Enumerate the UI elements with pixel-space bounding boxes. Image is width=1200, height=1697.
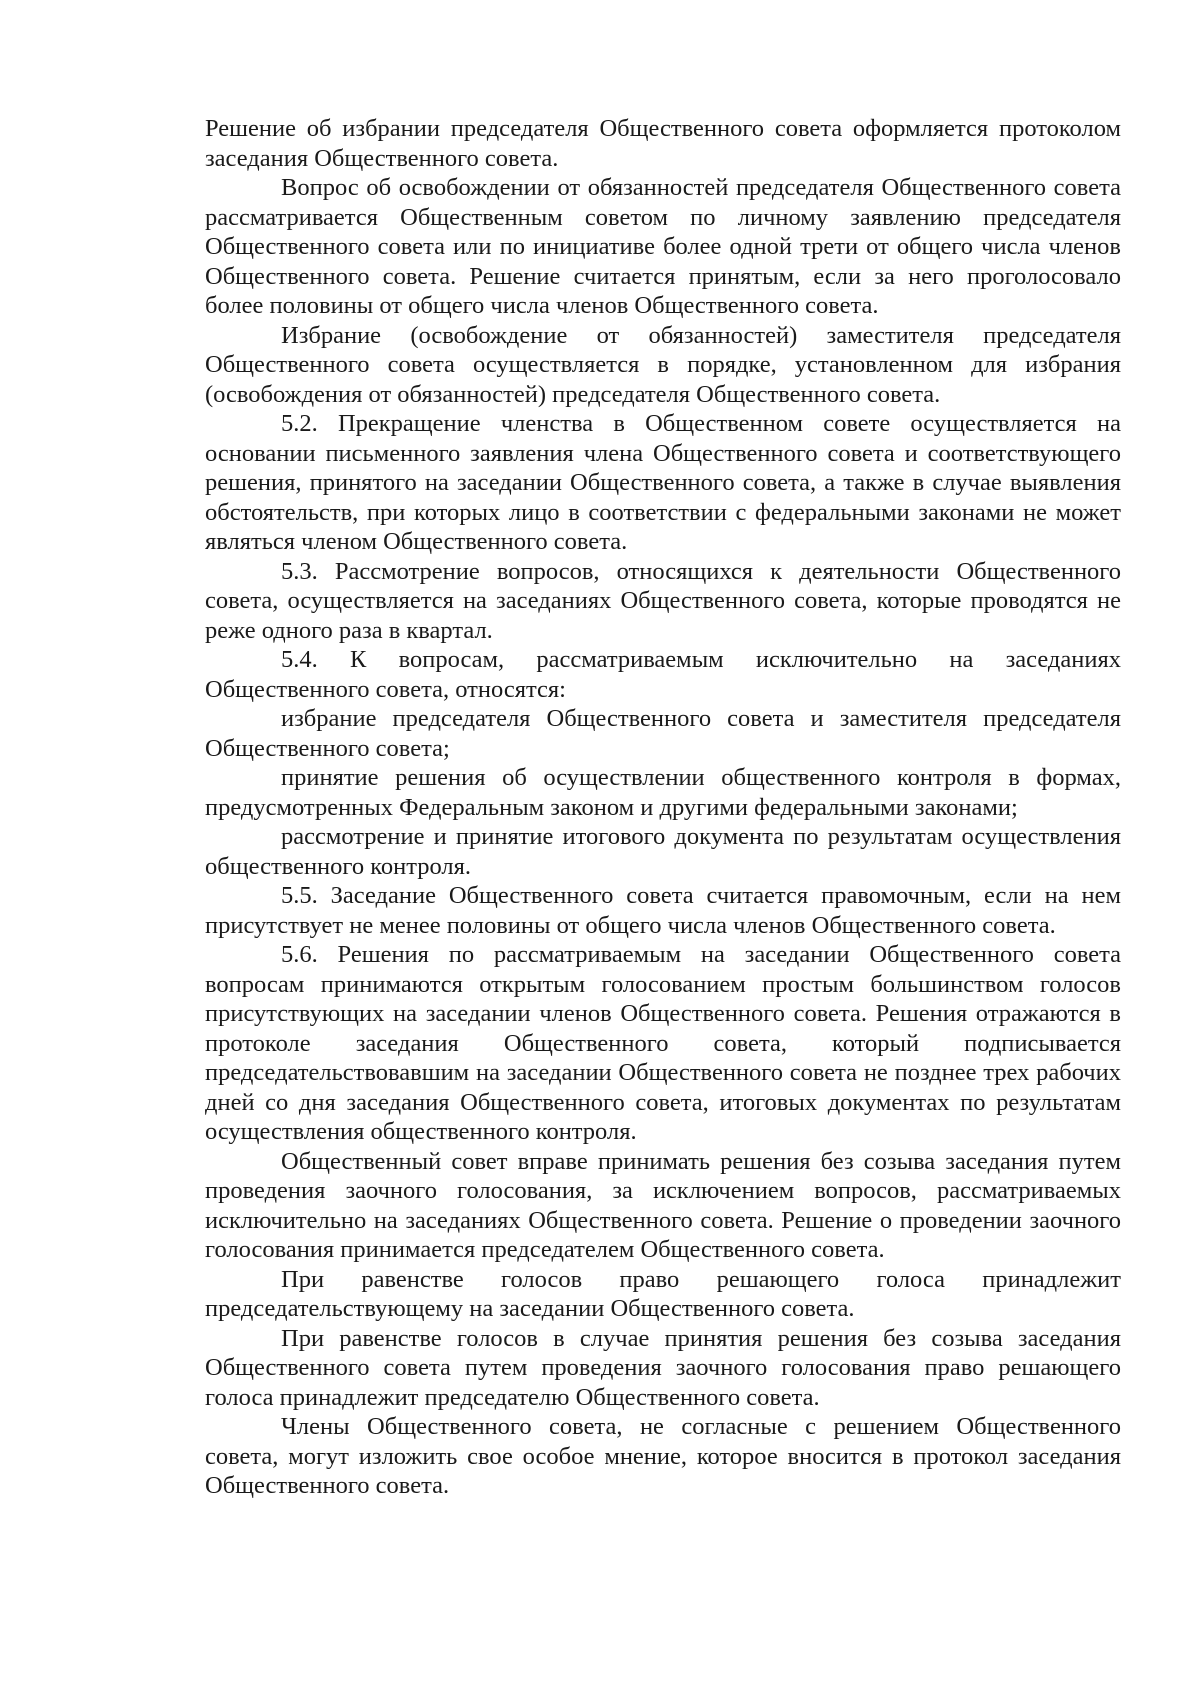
- paragraph: 5.5. Заседание Общественного совета считается правомочным, если на нем присутствует не менее половины от общего числа членов Общественного совета.: [205, 882, 1121, 939]
- document-body: [205, 114, 1121, 1501]
- paragraph: 5.6. Решения по рассматриваемым на заседании Общественного совета вопросам принимаются открытым голосованием простым большинством голосов присутствующих на заседании членов Общественного совета. Решения отражаются в протоколе заседания Общественного совета, который подписывается председательствовавшим на заседании Общественного совета не позднее трех рабочих дней со дня заседания Общественного совета, итоговых документах по результатам осуществления общественного контроля.: [205, 941, 1121, 1145]
- paragraph: Члены Общественного совета, не согласные с решением Общественного совета, могут изложить свое особое мнение, которое вносится в протокол заседания Общественного совета.: [205, 1413, 1121, 1499]
- paragraph: Решение об избрании председателя Общественного совета оформляется протоколом заседания Общественного совета.: [205, 115, 1121, 172]
- paragraph: Вопрос об освобождении от обязанностей председателя Общественного совета рассматривается Общественным советом по личному заявлению председателя Общественного совета или по инициативе более одной трети от общего числа членов Общественного совета. Решение считается принятым, если за него проголосовало более половины от общего числа членов Общественного совета.: [205, 174, 1121, 319]
- paragraph: 5.3. Рассмотрение вопросов, относящихся к деятельности Общественного совета, осуществляется на заседаниях Общественного совета, которые проводятся не реже одного раза в квартал.: [205, 557, 1121, 644]
- paragraph: избрание председателя Общественного совета и заместителя председателя Общественного совета;: [205, 705, 1121, 762]
- paragraph: При равенстве голосов в случае принятия решения без созыва заседания Общественного совета путем проведения заочного голосования право решающего голоса принадлежит председателю Общественного совета.: [205, 1324, 1121, 1411]
- paragraph: рассмотрение и принятие итогового документа по результатам осуществления общественного контроля.: [205, 823, 1121, 880]
- paragraph: При равенстве голосов право решающего голоса принадлежит председательствующему на заседании Общественного совета.: [205, 1265, 1121, 1322]
- paragraph: 5.2. Прекращение членства в Общественном совете осуществляется на основании письменного заявления члена Общественного совета и соответствующего решения, принятого на заседании Общественного совета, а также в случае выявления обстоятельств, при которых лицо в соответствии с федеральными законами не может являться членом Общественного совета.: [205, 410, 1121, 555]
- paragraph: принятие решения об осуществлении общественного контроля в формах, предусмотренных Федеральным законом и другими федеральными законами;: [205, 764, 1121, 821]
- paragraph: Общественный совет вправе принимать решения без созыва заседания путем проведения заочного голосования, за исключением вопросов, рассматриваемых исключительно на заседаниях Общественного совета. Решение о проведении заочного голосования принимается председателем Общественного совета.: [205, 1147, 1121, 1263]
- paragraph: Избрание (освобождение от обязанностей) заместителя председателя Общественного совета осуществляется в порядке, установленном для избрания (освобождения от обязанностей) председателя Общественного совета.: [205, 321, 1121, 408]
- paragraph: 5.4. К вопросам, рассматриваемым исключительно на заседаниях Общественного совета, относятся:: [205, 646, 1121, 703]
